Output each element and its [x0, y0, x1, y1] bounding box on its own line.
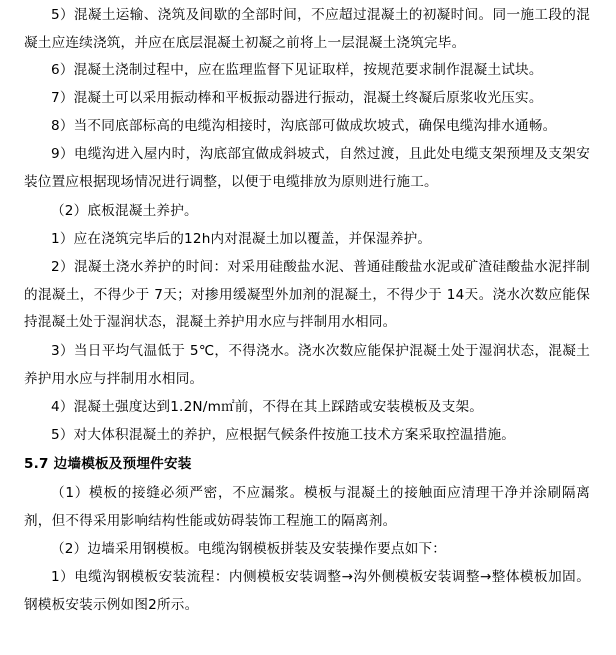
paragraph-mass-concrete: 5）对大体积混凝土的养护，应根据气候条件按施工技术方案采取控温措施。: [51, 427, 516, 443]
paragraph-elevation-join: 8）当不同底部标高的电缆沟相接时，沟底部可做成坎坡式，确保电缆沟排水通畅。: [51, 118, 557, 134]
section-heading: 5.7 边墙模板及预埋件安装: [24, 456, 192, 472]
paragraph-installation-flow: 1）电缆沟钢模板安装流程：内侧模板安装调整→沟外侧模板安装调整→整体模板加固。钢模板安装示例如图2所示。: [24, 569, 590, 613]
paragraph-sampling: 6）混凝土浇制过程中，应在监理监督下见证取样，按规范要求制作混凝土试块。: [51, 62, 543, 78]
subheading-curing: （2）底板混凝土养护。: [51, 203, 198, 219]
paragraph-formwork-joints: （1）模板的接缝必须严密，不应漏浆。模板与混凝土的接触面应清理干净并涂刷隔离剂，但不得采用影响结构性能或妨碍装饰工程施工的隔离剂。: [24, 485, 590, 529]
paragraph-steel-formwork: （2）边墙采用钢模板。电缆沟钢模板拼装及安装操作要点如下：: [51, 541, 447, 557]
paragraph-cover-12h: 1）应在浇筑完毕后的12h内对混凝土加以覆盖，并保湿养护。: [51, 231, 432, 247]
paragraph-low-temperature: 3）当日平均气温低于 5℃，不得浇水。浇水次数应能保护混凝土处于湿润状态，混凝土养护用水应与拌制用水相同。: [24, 343, 590, 387]
paragraph-strength: 4）混凝土强度达到1.2N/m㎡前，不得在其上踩踏或安装模板及支架。: [51, 399, 484, 415]
paragraph-vibration: 7）混凝土可以采用振动棒和平板振动器进行振动，混凝土终凝后原浆收光压实。: [51, 90, 543, 106]
paragraph-watering-time: 2）混凝土浇水养护的时间：对采用硅酸盐水泥、普通硅酸盐水泥或矿渣硅酸盐水泥拌制的混凝土，不得少于 7天；对掺用缓凝型外加剂的混凝土，不得少于 14天。浇水次数应能保持混凝土处于湿润状态，混凝土养护用水应与拌制用水相同。: [24, 259, 590, 330]
paragraph-pour-time: 5）混凝土运输、浇筑及间歇的全部时间，不应超过混凝土的初凝时间。同一施工段的混凝土应连续浇筑，并应在底层混凝土初凝之前将上一层混凝土浇筑完毕。: [24, 7, 590, 51]
paragraph-indoor-entry: 9）电缆沟进入屋内时，沟底部宜做成斜坡式，自然过渡，且此处电缆支架预埋及支架安装位置应根据现场情况进行调整，以便于电缆排放为原则进行施工。: [24, 146, 590, 190]
